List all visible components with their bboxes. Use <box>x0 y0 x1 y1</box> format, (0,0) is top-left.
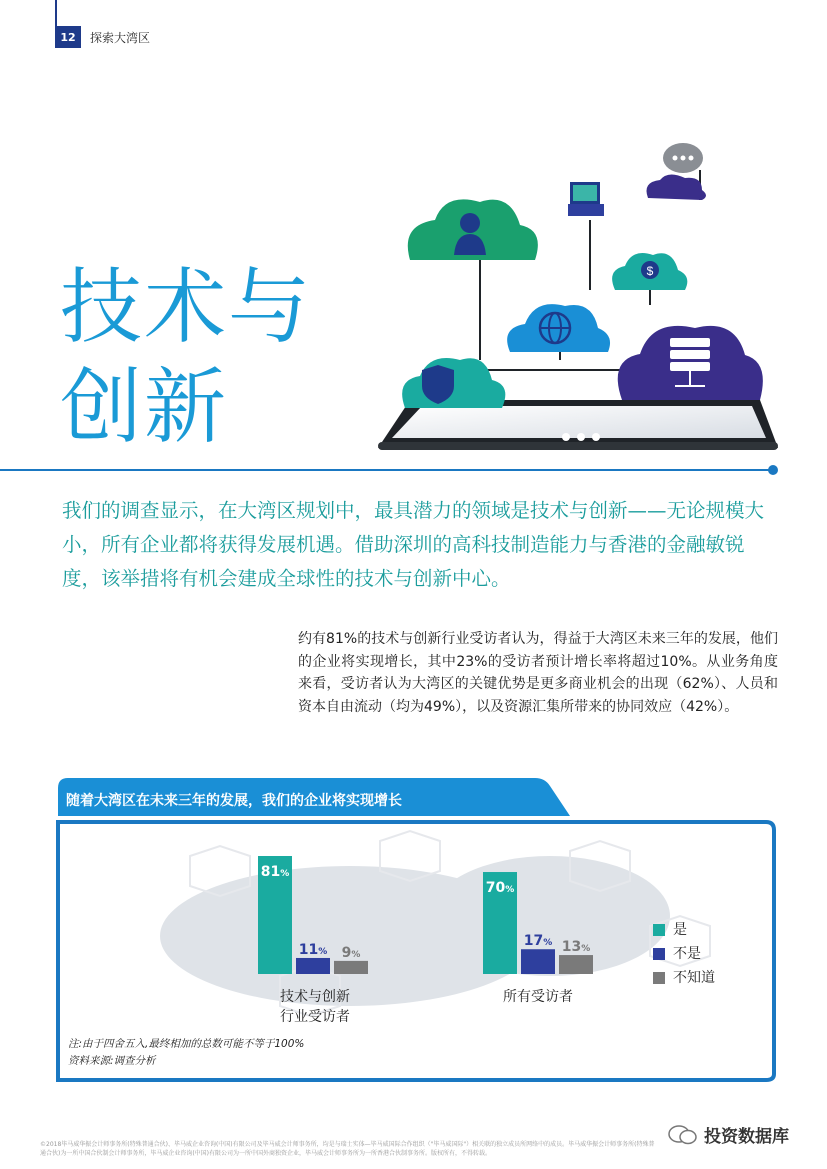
legend-no <box>653 942 715 966</box>
page-number: 12 <box>55 26 81 48</box>
shield-cloud-icon <box>402 358 505 408</box>
bar-label-0-2: 9% <box>341 944 361 961</box>
legend-label-no: 不是 <box>673 946 701 962</box>
bar-label-0-1: 11% <box>298 941 328 958</box>
bar-label-1-0: 70% <box>485 880 515 897</box>
server-cloud-icon <box>618 326 763 400</box>
legend-swatch-unknown <box>653 972 665 984</box>
bar-1-1 <box>521 949 555 974</box>
cloud-tablet-illustration <box>370 130 790 460</box>
legend-yes <box>653 918 715 942</box>
svg-text:$: $ <box>646 264 654 278</box>
legend-unknown <box>653 966 715 990</box>
bar-label-1-1: 17% <box>523 933 553 950</box>
wechat-icon <box>668 1124 698 1146</box>
legend-swatch-no <box>653 948 665 960</box>
globe-cloud-icon <box>507 304 610 352</box>
divider <box>0 469 773 471</box>
bar-1-2 <box>559 955 593 974</box>
source-note: 资料来源:调查分析 <box>68 1055 156 1067</box>
watermark <box>668 1122 789 1147</box>
dollar-cloud-icon <box>612 253 687 290</box>
bar-label-0-0: 81% <box>260 864 290 880</box>
category-label-all: 所有受访者 <box>503 989 573 1005</box>
category-label-tech <box>255 987 375 1027</box>
legend-label-unknown: 不知道 <box>673 970 715 986</box>
user-cloud-icon <box>408 199 538 260</box>
chart-notes <box>68 1036 304 1070</box>
page-title-line2: 创新 <box>60 360 229 455</box>
bar-chart <box>250 840 630 980</box>
rounding-note: 注:由于四舍五入,最终相加的总数可能不等于100% <box>68 1038 305 1050</box>
chart-title: 随着大湾区在未来三年的发展，我们的企业将实现增长 <box>66 793 402 809</box>
legend-swatch-yes <box>653 924 665 936</box>
copyright-footer: ©2018毕马威华振会计师事务所(特殊普通合伙)、毕马威企业咨询(中国)有限公司及毕马威会计师事务所，均是与瑞士实体—毕马威国际合作组织（"毕马威国际"）相关联的独立成员所网络中的成员。毕马威华振会计师事务所(特殊普通合伙)为一所中国合伙制会计师事务所，毕马威企业咨询(中国)有限公司为一所中国外商独资企业，毕马威会计师事务所为一所香港合伙制事务所。版权所有，不得转载。 <box>40 1141 655 1157</box>
category-label-tech-line1: 技术与创新 <box>280 989 350 1005</box>
page-bar-line <box>55 0 57 26</box>
body-paragraph: 约有81%的技术与创新行业受访者认为，得益于大湾区未来三年的发展，他们的企业将实现增长，其中23%的受访者预计增长率将超过10%。从业务角度来看，受访者认为大湾区的关键优势是更多商业机会的出现（62%）、人员和资本自由流动（均为49%），以及资源汇集所带来的协同效应（42%）。 <box>298 631 778 715</box>
legend-label-yes: 是 <box>673 922 687 938</box>
bar-0-2 <box>334 961 368 974</box>
bar-label-1-2: 13% <box>561 939 591 956</box>
laptop-icon <box>568 182 604 216</box>
page-title-line1: 技术与 <box>60 260 313 355</box>
category-label-tech-line2: 行业受访者 <box>280 1009 350 1025</box>
divider-dot <box>768 465 778 475</box>
chat-bubble-icon <box>647 143 707 200</box>
chart-legend <box>653 918 715 990</box>
section-title: 探索大湾区 <box>90 31 151 45</box>
watermark-text: 投资数据库 <box>704 1127 789 1147</box>
page-title <box>60 258 312 458</box>
lead-paragraph: 我们的调查显示，在大湾区规划中，最具潜力的领域是技术与创新——无论规模大小，所有企业都将获得发展机遇。借助深圳的高科技制造能力与香港的金融敏锐度，该举措将有机会建成全球性的技术与创新中心。 <box>62 499 765 590</box>
bar-0-1 <box>296 958 330 974</box>
